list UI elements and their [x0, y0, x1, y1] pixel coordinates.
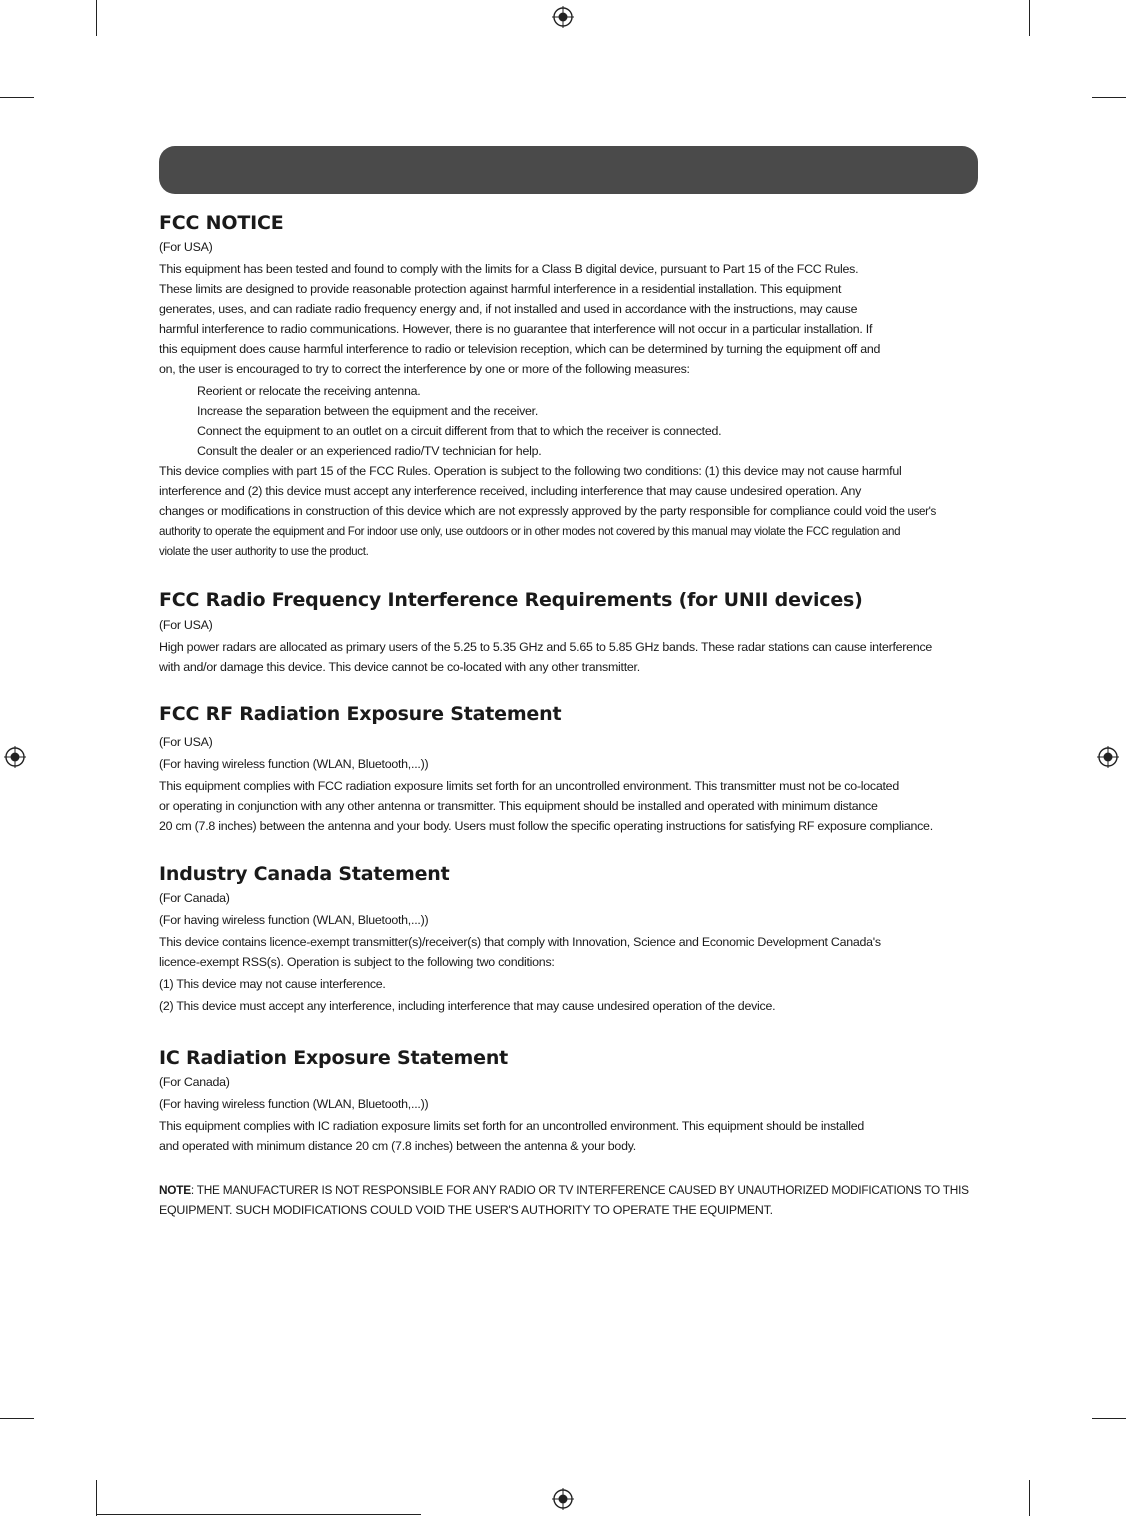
paragraph-line: These limits are designed to provide reasonable protection against harmful interference in a residential installation. This equipment [159, 282, 842, 296]
paragraph-line: authority to operate the equipment and For indoor use only, use outdoors or in other modes not covered by this manual may violate the FCC regulation and [159, 525, 901, 538]
paragraph-line: this equipment does cause harmful interference to radio or television reception, which can be determined by turning the equipment off and [159, 342, 881, 356]
paragraph-line: licence-exempt RSS(s). Operation is subject to the following two conditions: [159, 955, 555, 969]
crop-mark [0, 1418, 34, 1419]
industry-canada-section [159, 863, 969, 1016]
crop-mark [96, 0, 97, 36]
region-label: (For USA) [159, 735, 213, 749]
crop-mark [1029, 0, 1030, 36]
fcc-notice-section [159, 212, 969, 562]
paragraph-line: This equipment complies with FCC radiation exposure limits set forth for an uncontrolled environment. This transmitter must not be co-located [159, 779, 899, 793]
ic-exposure-section [159, 1047, 969, 1156]
section-title: FCC RF Radiation Exposure Statement [159, 703, 562, 725]
measure-item: Reorient or relocate the receiving antenna. [197, 384, 421, 398]
section-title: Industry Canada Statement [159, 863, 450, 885]
note-section [159, 1180, 969, 1220]
region-label: (For Canada) [159, 891, 230, 905]
crop-mark [96, 1480, 97, 1516]
section-title: FCC Radio Frequency Interference Requirements (for UNII devices) [159, 589, 863, 611]
paragraph-line: or operating in conjunction with any other antenna or transmitter. This equipment should be installed and operated with minimum distance [159, 799, 878, 813]
region-label: (For Canada) [159, 1075, 230, 1089]
header-bar [159, 146, 978, 194]
note-label: NOTE [159, 1183, 191, 1197]
registration-mark-icon [1097, 746, 1119, 768]
paragraph-line: This equipment has been tested and found to comply with the limits for a Class B digital device, pursuant to Part 15 of the FCC Rules. [159, 262, 859, 276]
paragraph-line: High power radars are allocated as primary users of the 5.25 to 5.35 GHz and 5.65 to 5.85 GHz bands. These radar stations can cause interference [159, 640, 933, 654]
rf-exposure-section [159, 703, 969, 836]
note-text: : THE MANUFACTURER IS NOT RESPONSIBLE FOR ANY RADIO OR TV INTERFERENCE CAUSED BY UNAUTHORIZED MODIFICATIONS TO THIS [190, 1183, 969, 1197]
condition-line: (1) This device may not cause interference. [159, 977, 386, 991]
paragraph-line: with and/or damage this device. This device cannot be co-located with any other transmitter. [159, 660, 640, 674]
measure-item: Connect the equipment to an outlet on a circuit different from that to which the receiver is connected. [197, 424, 722, 438]
section-title: FCC NOTICE [159, 212, 284, 234]
note-line [159, 1180, 969, 1200]
registration-mark-icon [552, 1488, 574, 1510]
registration-mark-icon [4, 746, 26, 768]
paragraph-text: the user's [886, 505, 936, 518]
section-title: IC Radiation Exposure Statement [159, 1047, 509, 1069]
condition-line: (2) This device must accept any interference, including interference that may cause undesired operation of the device. [159, 999, 776, 1013]
crop-mark [1092, 1418, 1126, 1419]
paragraph-line: interference and (2) this device must accept any interference received, including interference that may cause undesired operation. Any [159, 484, 862, 498]
paragraph-line: This device contains licence-exempt transmitter(s)/receiver(s) that comply with Innovation, Science and Economic Development Canada's [159, 935, 881, 949]
registration-mark-icon [552, 6, 574, 28]
paragraph-line: generates, uses, and can radiate radio frequency energy and, if not installed and used in accordance with the instructions, may cause [159, 302, 858, 316]
paragraph-line [159, 501, 969, 522]
crop-mark [96, 1514, 421, 1515]
crop-mark [1029, 1480, 1030, 1516]
scope-label: (For having wireless function (WLAN, Bluetooth,...)) [159, 913, 429, 927]
region-label: (For USA) [159, 240, 213, 254]
crop-mark [1092, 97, 1126, 98]
region-label: (For USA) [159, 618, 213, 632]
paragraph-line: and operated with minimum distance 20 cm (7.8 inches) between the antenna & your body. [159, 1139, 636, 1153]
paragraph-line: on, the user is encouraged to try to correct the interference by one or more of the following measures: [159, 362, 690, 376]
paragraph-line: This equipment complies with IC radiation exposure limits set forth for an uncontrolled environment. This equipment should be installed [159, 1119, 865, 1133]
measure-item: Consult the dealer or an experienced radio/TV technician for help. [197, 444, 542, 458]
note-line: EQUIPMENT. SUCH MODIFICATIONS COULD VOID THE USER'S AUTHORITY TO OPERATE THE EQUIPMENT. [159, 1203, 773, 1217]
scope-label: (For having wireless function (WLAN, Bluetooth,...)) [159, 757, 429, 771]
paragraph-line: harmful interference to radio communications. However, there is no guarantee that interference will not occur in a particular installation. If [159, 322, 873, 336]
paragraph-text: changes or modifications in construction of this device which are not expressly approved by the party responsible for compliance could void [159, 504, 887, 518]
crop-mark [0, 97, 34, 98]
measure-item: Increase the separation between the equipment and the receiver. [197, 404, 539, 418]
paragraph-line: 20 cm (7.8 inches) between the antenna and your body. Users must follow the specific operating instructions for satisfying RF exposure compliance. [159, 819, 933, 833]
paragraph-line: This device complies with part 15 of the FCC Rules. Operation is subject to the following two conditions: (1) this device may not cause harmful [159, 464, 902, 478]
paragraph-line: violate the user authority to use the product. [159, 545, 369, 558]
document-body [159, 212, 969, 1220]
scope-label: (For having wireless function (WLAN, Bluetooth,...)) [159, 1097, 429, 1111]
unii-section [159, 589, 969, 677]
